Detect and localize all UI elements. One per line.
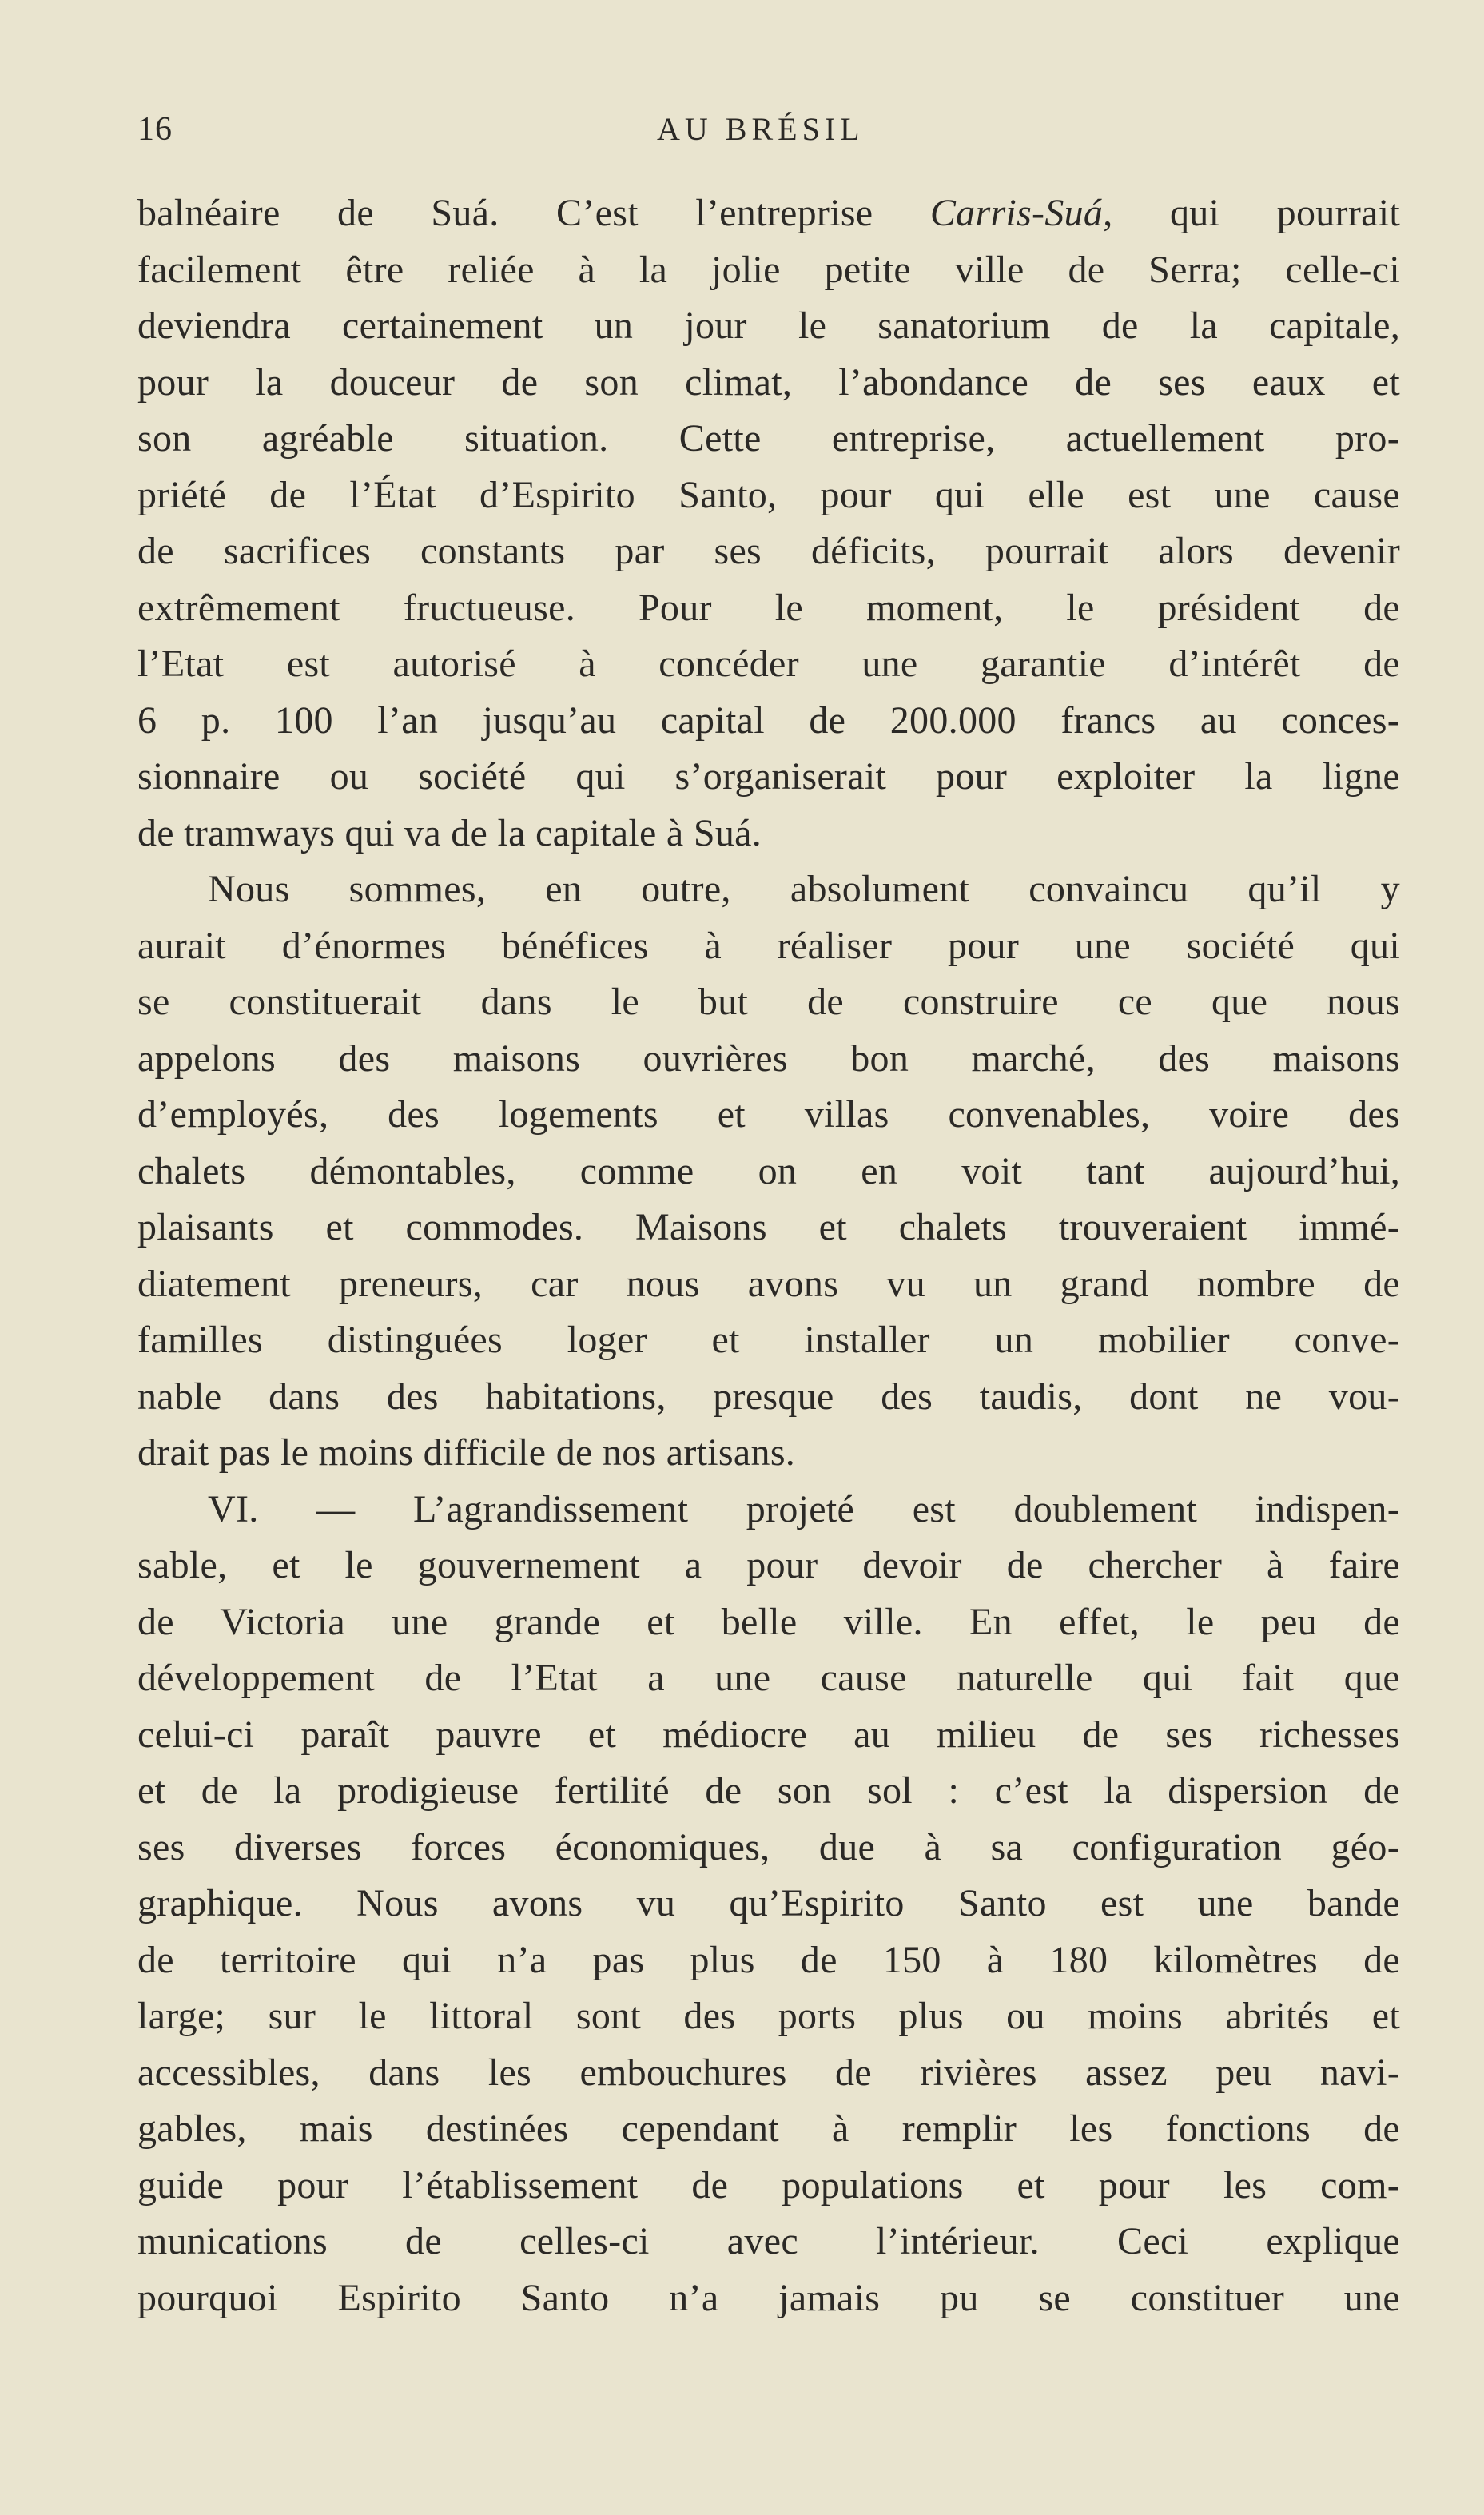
text-line: guide pour l’établissement de populations et pour les com- xyxy=(137,2163,1400,2207)
text-line: de territoire qui n’a pas plus de 150 à 180 kilomètres de xyxy=(137,1938,1400,1981)
text-line: nable dans des habitations, presque des taudis, dont ne vou- xyxy=(137,1375,1400,1418)
text-line: pour la douceur de son climat, l’abondance de ses eaux et xyxy=(137,360,1400,404)
text-line: et de la prodigieuse fertilité de son sol : c’est la dispersion de xyxy=(137,1769,1400,1812)
page-number: 16 xyxy=(137,111,173,148)
text-line: chalets démontables, comme on en voit tant aujourd’hui, xyxy=(137,1149,1400,1192)
text-line: sionnaire ou société qui s’organiserait pour exploiter la ligne xyxy=(137,755,1400,798)
text-line: développement de l’Etat a une cause naturelle qui fait que xyxy=(137,1657,1400,1699)
text-line: appelons des maisons ouvrières bon marché, des maisons xyxy=(137,1037,1400,1080)
text-line: extrêmement fructueuse. Pour le moment, le président de xyxy=(137,586,1400,629)
text-line: celui-ci paraît pauvre et médiocre au milieu de ses richesses xyxy=(137,1713,1400,1756)
text-line: ses diverses forces économiques, due à sa configuration géo- xyxy=(137,1825,1400,1868)
text-line: familles distinguées loger et installer un mobilier conve- xyxy=(137,1319,1400,1361)
text-line: accessibles, dans les embouchures de rivières assez peu navi- xyxy=(137,2051,1400,2094)
text-line: son agréable situation. Cette entreprise, actuellement pro- xyxy=(137,417,1400,460)
text-line: pourquoi Espirito Santo n’a jamais pu se constituer une xyxy=(137,2276,1400,2319)
text-line: diatement preneurs, car nous avons vu un grand nombre de xyxy=(137,1262,1400,1305)
text-line: VI. — L’agrandissement projeté est doublement indispen- xyxy=(208,1487,1400,1530)
text-line: munications de celles-ci avec l’intérieur. Ceci explique xyxy=(137,2220,1400,2262)
running-title: AU BRÉSIL xyxy=(657,111,865,147)
text-line: plaisants et commodes. Maisons et chalets trouveraient immé- xyxy=(137,1206,1400,1248)
text-line: Nous sommes, en outre, absolument convaincu qu’il y xyxy=(208,868,1400,910)
text-line: de Victoria une grande et belle ville. En effet, le peu de xyxy=(137,1600,1400,1643)
text-line: deviendra certainement un jour le sanatorium de la capitale, xyxy=(137,304,1400,347)
text-line: drait pas le moins difficile de nos artisans. xyxy=(137,1431,796,1474)
text-line: graphique. Nous avons vu qu’Espirito Santo est une bande xyxy=(137,1882,1400,1924)
text-line: de tramways qui va de la capitale à Suá. xyxy=(137,811,762,854)
text-line: de sacrifices constants par ses déficits, pourrait alors devenir xyxy=(137,530,1400,572)
page-header xyxy=(137,110,1400,158)
text-line: sable, et le gouvernement a pour devoir de chercher à faire xyxy=(137,1544,1400,1586)
text-line: l’Etat est autorisé à concéder une garantie d’intérêt de xyxy=(137,643,1400,685)
text-line: balnéaire de Suá. C’est l’entreprise Carris-Suá, qui pourrait xyxy=(137,192,1400,234)
text-line: d’employés, des logements et villas convenables, voire des xyxy=(137,1093,1400,1136)
text-line: aurait d’énormes bénéfices à réaliser pour une société qui xyxy=(137,924,1400,967)
text-line: priété de l’État d’Espirito Santo, pour qui elle est une cause xyxy=(137,473,1400,516)
italic-term: Carris-Suá xyxy=(929,192,1104,234)
text-line: large; sur le littoral sont des ports plus ou moins abrités et xyxy=(137,1995,1400,2037)
text-line: se constituerait dans le but de construire ce que nous xyxy=(137,981,1400,1023)
text-line: 6 p. 100 l’an jusqu’au capital de 200.000 francs au conces- xyxy=(137,698,1400,742)
text-line: gables, mais destinées cependant à remplir les fonctions de xyxy=(137,2107,1400,2150)
text-line: facilement être reliée à la jolie petite ville de Serra; celle-ci xyxy=(137,248,1400,291)
body-text xyxy=(137,185,1400,2326)
